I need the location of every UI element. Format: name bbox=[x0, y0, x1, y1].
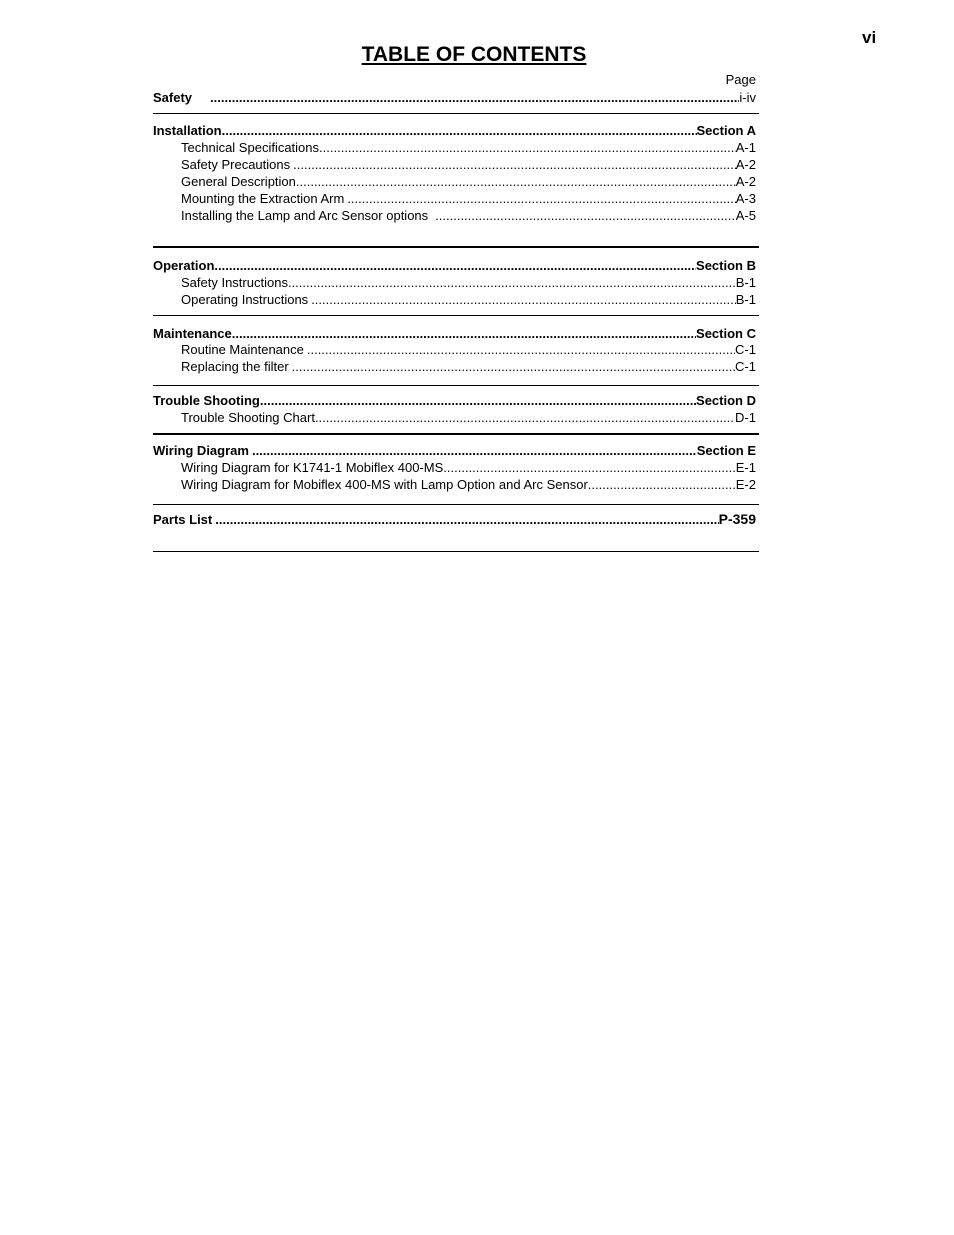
page-title bbox=[0, 43, 954, 67]
toc-subentry[interactable] bbox=[181, 459, 756, 476]
toc-entry-wiring-diagram[interactable] bbox=[153, 442, 756, 459]
toc-entry-page: i-iv bbox=[739, 90, 756, 105]
dot-leader bbox=[311, 291, 736, 308]
toc-subentry[interactable] bbox=[181, 274, 756, 291]
section-divider bbox=[153, 246, 759, 248]
toc-subentry[interactable] bbox=[181, 156, 756, 173]
toc-subentry-label: Wiring Diagram for Mobiflex 400-MS with Lamp Option and Arc Sensor bbox=[181, 477, 588, 492]
toc-subentry[interactable] bbox=[181, 139, 756, 156]
toc-subentry-label: Trouble Shooting Chart bbox=[181, 410, 315, 425]
section-divider bbox=[153, 315, 759, 316]
toc-entry-label: Maintenance bbox=[153, 326, 232, 341]
dot-leader bbox=[252, 442, 697, 459]
dot-leader bbox=[260, 392, 696, 409]
toc-subentry[interactable] bbox=[181, 207, 756, 224]
dot-leader bbox=[435, 207, 736, 224]
toc-subentry-label: Routine Maintenance bbox=[181, 342, 304, 357]
page-number: vi bbox=[862, 28, 877, 47]
toc-subentry-page: D-1 bbox=[735, 410, 756, 425]
toc-entry-installation[interactable] bbox=[153, 122, 756, 139]
toc-subentry-page: C-1 bbox=[735, 342, 756, 357]
toc-subentry[interactable] bbox=[181, 476, 756, 493]
dot-leader bbox=[215, 511, 718, 528]
toc-subentry-label: Mounting the Extraction Arm bbox=[181, 191, 345, 206]
section-divider bbox=[153, 504, 759, 505]
toc-entry-label: Wiring Diagram bbox=[153, 443, 249, 458]
dot-leader bbox=[296, 173, 736, 190]
dot-leader bbox=[232, 325, 696, 342]
dot-leader bbox=[210, 89, 739, 106]
toc-entry-page: Section D bbox=[696, 393, 756, 408]
toc-subentry-page: A-3 bbox=[735, 191, 756, 206]
section-divider bbox=[153, 551, 759, 552]
toc-subentry-label: Safety Precautions bbox=[181, 157, 291, 172]
toc-entry-maintenance[interactable] bbox=[153, 325, 756, 342]
toc-subentry-label: Safety Instructions bbox=[181, 275, 288, 290]
toc-entry-page: Section A bbox=[696, 123, 756, 138]
toc-entry-label: Safety bbox=[153, 90, 193, 105]
toc-entry-label: Trouble Shooting bbox=[153, 393, 260, 408]
toc-subentry-page: A-2 bbox=[735, 174, 756, 189]
toc-entry-label: Operation bbox=[153, 258, 215, 273]
dot-leader bbox=[293, 156, 736, 173]
toc-subentry-page: E-2 bbox=[735, 477, 756, 492]
toc-entry-page: Section C bbox=[696, 326, 756, 341]
toc-subentry-label: Technical Specifications bbox=[181, 140, 320, 155]
dot-leader bbox=[315, 409, 735, 426]
dot-leader bbox=[319, 139, 736, 156]
dot-leader bbox=[347, 190, 735, 207]
dot-leader bbox=[222, 122, 697, 139]
dot-leader bbox=[292, 358, 735, 375]
dot-leader bbox=[307, 341, 735, 358]
toc-subentry-label: General Description bbox=[181, 174, 296, 189]
toc-subentry-page: C-1 bbox=[735, 359, 756, 374]
section-divider bbox=[153, 113, 759, 114]
toc-entry-label: Parts List bbox=[153, 512, 213, 527]
toc-entry-parts-list[interactable] bbox=[153, 511, 756, 528]
toc-entry-page: Section B bbox=[696, 258, 756, 273]
toc-entry-label: Installation bbox=[153, 123, 222, 138]
toc-subentry-label: Operating Instructions bbox=[181, 292, 309, 307]
toc-subentry[interactable] bbox=[181, 358, 756, 375]
dot-leader bbox=[214, 257, 696, 274]
toc-subentry[interactable] bbox=[181, 409, 756, 426]
toc-entry-trouble-shooting[interactable] bbox=[153, 392, 756, 409]
toc-entry-safety[interactable] bbox=[153, 89, 756, 106]
toc-subentry-page: E-1 bbox=[735, 460, 756, 475]
section-divider bbox=[153, 385, 759, 386]
toc-subentry[interactable] bbox=[181, 173, 756, 190]
toc-subentry-page: B-1 bbox=[735, 292, 756, 307]
toc-subentry-label: Wiring Diagram for K1741-1 Mobiflex 400-MS bbox=[181, 460, 444, 475]
toc-entry-page: Section E bbox=[696, 443, 756, 458]
toc-subentry-page: A-1 bbox=[735, 140, 756, 155]
section-divider bbox=[153, 433, 759, 435]
toc-subentry-page: A-2 bbox=[735, 157, 756, 172]
toc-entry-operation[interactable] bbox=[153, 257, 756, 274]
toc-subentry[interactable] bbox=[181, 341, 756, 358]
toc-subentry[interactable] bbox=[181, 190, 756, 207]
toc-subentry-page: B-1 bbox=[735, 275, 756, 290]
toc-subentry-label: Replacing the filter bbox=[181, 359, 289, 374]
dot-leader bbox=[443, 459, 735, 476]
page-column-label: Page bbox=[725, 72, 756, 87]
dot-leader bbox=[288, 274, 736, 291]
toc-entry-page: P-359 bbox=[718, 511, 756, 527]
toc-subentry-page: A-5 bbox=[735, 208, 756, 223]
toc-subentry[interactable] bbox=[181, 291, 756, 308]
toc-subentry-label: Installing the Lamp and Arc Sensor options bbox=[181, 208, 429, 223]
title-text: TABLE OF CONTENTS bbox=[361, 43, 587, 66]
dot-leader bbox=[588, 476, 736, 493]
